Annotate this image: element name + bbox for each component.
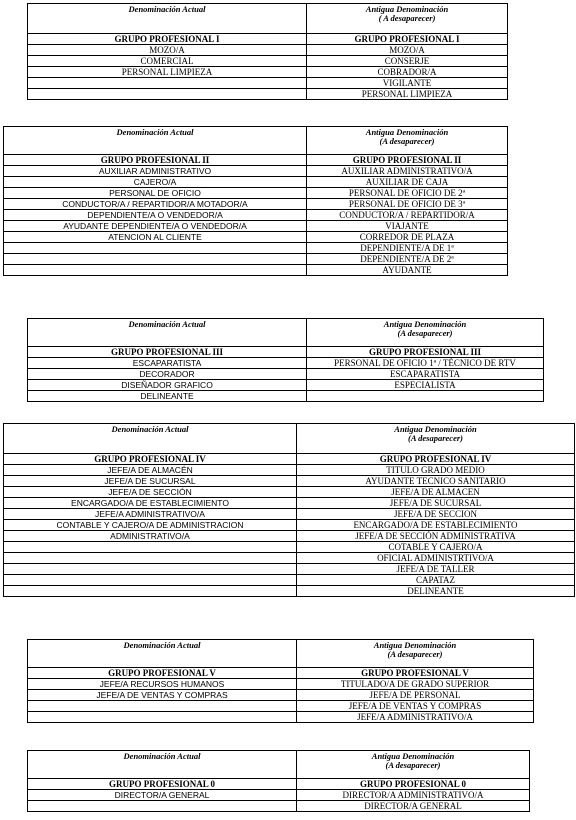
table-row (28, 56, 508, 67)
cell-antigua-denominacion: JEFE/A DE SUCURSAL (297, 498, 575, 509)
table-row (4, 542, 575, 553)
table-row (28, 78, 508, 89)
cell-antigua-denominacion: DIRECTOR/A GENERAL (297, 801, 530, 812)
table-row (4, 177, 508, 188)
cell-antigua-denominacion: JEFE/A ADMINISTRATIVO/A (297, 712, 534, 723)
cell-denominacion-actual: CONDUCTOR/A / REPARTIDOR/A MOTADOR/A (4, 199, 307, 210)
group-row (28, 779, 530, 790)
table-header-row (4, 424, 575, 454)
cell-antigua-denominacion: AYUDANTE (307, 265, 508, 276)
cell-antigua-denominacion: COTABLE Y CAJERO/A (297, 542, 575, 553)
table-row (28, 801, 530, 812)
group-row (4, 454, 575, 465)
table-row (28, 790, 530, 801)
cell-denominacion-actual: PERSONAL LIMPIEZA (28, 67, 307, 78)
cell-denominacion-actual (4, 542, 297, 553)
cell-denominacion-actual: PERSONAL DE OFICIO (4, 188, 307, 199)
cell-antigua-denominacion: VIAJANTE (307, 221, 508, 232)
grupo-profesional-table (3, 126, 508, 276)
table-header-row (28, 319, 544, 347)
table-row (4, 487, 575, 498)
header-antigua-line1: Antigua Denominación (383, 319, 467, 329)
cell-antigua-denominacion (307, 391, 544, 402)
table-row (4, 498, 575, 509)
cell-antigua-denominacion: COBRADOR/A (307, 67, 508, 78)
table-row (4, 553, 575, 564)
table-row (4, 199, 508, 210)
table-row (4, 243, 508, 254)
cell-denominacion-actual: DELINEANTE (28, 391, 307, 402)
grupo-profesional-table (3, 423, 575, 597)
header-antigua-line2: ( A desaparecer) (378, 12, 436, 23)
header-antigua-line2: (A desaparecer) (397, 327, 453, 338)
cell-antigua-denominacion: TITULADO/A DE GRADO SUPERIOR (297, 679, 534, 690)
group-row (4, 155, 508, 166)
cell-antigua-denominacion: JEFE/A DE VENTAS Y COMPRAS (297, 701, 534, 712)
header-denominacion-actual: Denominación Actual (4, 127, 307, 155)
table-row (4, 254, 508, 265)
cell-denominacion-actual (4, 564, 297, 575)
group-label-antigua: GRUPO PROFESIONAL 0 (297, 779, 530, 790)
group-label-antigua: GRUPO PROFESIONAL II (307, 155, 508, 166)
table-header-row (4, 127, 508, 155)
cell-antigua-denominacion: JEFE/A DE TALLER (297, 564, 575, 575)
cell-antigua-denominacion: JEFE/A DE SECCION (297, 509, 575, 520)
header-antigua-line2: (A desaparecer) (407, 432, 463, 443)
table-header-row (28, 640, 534, 668)
header-denominacion-actual: Denominación Actual (28, 4, 307, 34)
table-row (4, 166, 508, 177)
header-denominacion-actual: Denominación Actual (28, 751, 297, 779)
cell-denominacion-actual (4, 553, 297, 564)
table-row (28, 391, 544, 402)
cell-antigua-denominacion: JEFE/A DE PERSONAL (297, 690, 534, 701)
table-row (4, 232, 508, 243)
table-row (28, 358, 544, 369)
group-row (28, 34, 508, 45)
table-row (28, 701, 534, 712)
group-label-actual: GRUPO PROFESIONAL V (28, 668, 297, 679)
group-label-antigua: GRUPO PROFESIONAL IV (297, 454, 575, 465)
cell-denominacion-actual: JEFE/A DE ALMACÉN (4, 465, 297, 476)
cell-denominacion-actual: AUXILIAR ADMINISTRATIVO (4, 166, 307, 177)
table-row (4, 188, 508, 199)
cell-antigua-denominacion: AUXILIAR DE CAJA (307, 177, 508, 188)
table-header-row (28, 751, 530, 779)
header-antigua-line1: Antigua Denominación (394, 424, 477, 434)
grupo-profesional-table (27, 3, 508, 100)
cell-denominacion-actual (4, 254, 307, 265)
header-antigua-denominacion (307, 127, 508, 155)
table-row (4, 465, 575, 476)
cell-antigua-denominacion: ENCARGADO/A DE ESTABLECIMIENTO (297, 520, 575, 531)
header-antigua-denominacion (297, 751, 530, 779)
cell-denominacion-actual: JEFE/A ADMINISTRATIVO/A (4, 509, 297, 520)
cell-denominacion-actual: ENCARGADO/A DE ESTABLECIMIENTO (4, 498, 297, 509)
cell-denominacion-actual: DEPENDIENTE/A O VENDEDOR/A (4, 210, 307, 221)
cell-denominacion-actual: ADMINISTRATIVO/A (4, 531, 297, 542)
cell-denominacion-actual (28, 78, 307, 89)
cell-antigua-denominacion: DEPENDIENTE/A DE 2ª (307, 254, 508, 265)
header-antigua-line2: (A desaparecer) (379, 135, 435, 146)
grupo-profesional-table (27, 750, 530, 812)
table-row (4, 531, 575, 542)
table-row (28, 67, 508, 78)
cell-antigua-denominacion: CORREDOR DE PLAZA (307, 232, 508, 243)
cell-denominacion-actual: AYUDANTE DEPENDIENTE/A O VENDEDOR/A (4, 221, 307, 232)
cell-denominacion-actual (28, 712, 297, 723)
cell-antigua-denominacion: OFICIAL ADMINISTRTIVO/A (297, 553, 575, 564)
cell-antigua-denominacion: PERSONAL DE OFICIO DE 3ª (307, 199, 508, 210)
cell-antigua-denominacion: DEPENDIENTE/A DE 1ª (307, 243, 508, 254)
group-label-actual: GRUPO PROFESIONAL IV (4, 454, 297, 465)
cell-denominacion-actual: CONTABLE Y CAJERO/A DE ADMINISTRACION (4, 520, 297, 531)
table-row (4, 221, 508, 232)
cell-antigua-denominacion: AUXILIAR ADMINISTRATIVO/A (307, 166, 508, 177)
table-row (4, 586, 575, 597)
group-row (28, 347, 544, 358)
header-denominacion-actual: Denominación Actual (4, 424, 297, 454)
header-denominacion-actual: Denominación Actual (28, 319, 307, 347)
table-row (28, 712, 534, 723)
table-row (28, 45, 508, 56)
cell-antigua-denominacion: TITULO GRADO MEDIO (297, 465, 575, 476)
cell-antigua-denominacion: PERSONAL LIMPIEZA (307, 89, 508, 100)
table-row (28, 369, 544, 380)
header-antigua-line1: Antigua Denominación (365, 127, 449, 137)
cell-denominacion-actual: JEFE/A DE SUCURSAL (4, 476, 297, 487)
header-antigua-denominacion (307, 319, 544, 347)
header-antigua-line2: (A desaparecer) (387, 648, 443, 659)
table-row (4, 520, 575, 531)
cell-antigua-denominacion: CONSERJE (307, 56, 508, 67)
group-label-actual: GRUPO PROFESIONAL II (4, 155, 307, 166)
cell-denominacion-actual (28, 89, 307, 100)
table-header-row (28, 4, 508, 34)
group-label-actual: GRUPO PROFESIONAL 0 (28, 779, 297, 790)
table-row (28, 690, 534, 701)
cell-antigua-denominacion: DELINEANTE (297, 586, 575, 597)
table-row (4, 476, 575, 487)
grupo-profesional-table (27, 318, 544, 402)
cell-denominacion-actual (28, 701, 297, 712)
header-antigua-line1: Antigua Denominación (365, 4, 449, 14)
cell-antigua-denominacion: JEFE/A DE ALMACEN (297, 487, 575, 498)
cell-antigua-denominacion: AYUDANTE TECNICO SANITARIO (297, 476, 575, 487)
cell-antigua-denominacion: MOZO/A (307, 45, 508, 56)
cell-antigua-denominacion: CAPATAZ (297, 575, 575, 586)
cell-denominacion-actual: COMERCIAL (28, 56, 307, 67)
table-row (28, 89, 508, 100)
cell-antigua-denominacion: CONDUCTOR/A / REPARTIDOR/A (307, 210, 508, 221)
header-antigua-denominacion (297, 640, 534, 668)
cell-antigua-denominacion: PERSONAL DE OFICIO DE 2ª (307, 188, 508, 199)
grupo-profesional-table (27, 639, 534, 723)
cell-denominacion-actual: ATENCION AL CLIENTE (4, 232, 307, 243)
cell-antigua-denominacion: ESCAPARATISTA (307, 369, 544, 380)
cell-antigua-denominacion: JEFE/A DE SECCIÓN ADMINISTRATIVA (297, 531, 575, 542)
group-label-actual: GRUPO PROFESIONAL I (28, 34, 307, 45)
header-antigua-line2: (A desaparecer) (385, 759, 441, 770)
cell-denominacion-actual (4, 575, 297, 586)
cell-antigua-denominacion: PERSONAL DE OFICIO 1ª / TÉCNICO DE RTV (307, 358, 544, 369)
group-label-antigua: GRUPO PROFESIONAL I (307, 34, 508, 45)
group-label-antigua: GRUPO PROFESIONAL V (297, 668, 534, 679)
cell-denominacion-actual: ESCAPARATISTA (28, 358, 307, 369)
cell-denominacion-actual (4, 243, 307, 254)
table-row (28, 380, 544, 391)
cell-denominacion-actual: CAJERO/A (4, 177, 307, 188)
header-denominacion-actual: Denominación Actual (28, 640, 297, 668)
header-antigua-line1: Antigua Denominación (371, 751, 455, 761)
cell-denominacion-actual (28, 801, 297, 812)
group-row (28, 668, 534, 679)
cell-denominacion-actual (4, 586, 297, 597)
cell-denominacion-actual: DECORADOR (28, 369, 307, 380)
cell-antigua-denominacion: VIGILANTE (307, 78, 508, 89)
group-label-antigua: GRUPO PROFESIONAL III (307, 347, 544, 358)
cell-denominacion-actual: JEFE/A DE SECCIÓN (4, 487, 297, 498)
cell-denominacion-actual: JEFE/A RECURSOS HUMANOS (28, 679, 297, 690)
header-antigua-denominacion (307, 4, 508, 34)
table-row (4, 564, 575, 575)
cell-denominacion-actual: MOZO/A (28, 45, 307, 56)
table-row (4, 509, 575, 520)
header-antigua-denominacion (297, 424, 575, 454)
table-row (4, 575, 575, 586)
table-row (4, 210, 508, 221)
group-label-actual: GRUPO PROFESIONAL III (28, 347, 307, 358)
table-row (28, 679, 534, 690)
cell-denominacion-actual: DIRECTOR/A GENERAL (28, 790, 297, 801)
cell-denominacion-actual: DISEÑADOR GRAFICO (28, 380, 307, 391)
cell-antigua-denominacion: ESPECIALISTA (307, 380, 544, 391)
table-row (4, 265, 508, 276)
cell-denominacion-actual: JEFE/A DE VENTAS Y COMPRAS (28, 690, 297, 701)
cell-antigua-denominacion: DIRECTOR/A ADMINISTRATIVO/A (297, 790, 530, 801)
cell-denominacion-actual (4, 265, 307, 276)
header-antigua-line1: Antigua Denominación (373, 640, 457, 650)
